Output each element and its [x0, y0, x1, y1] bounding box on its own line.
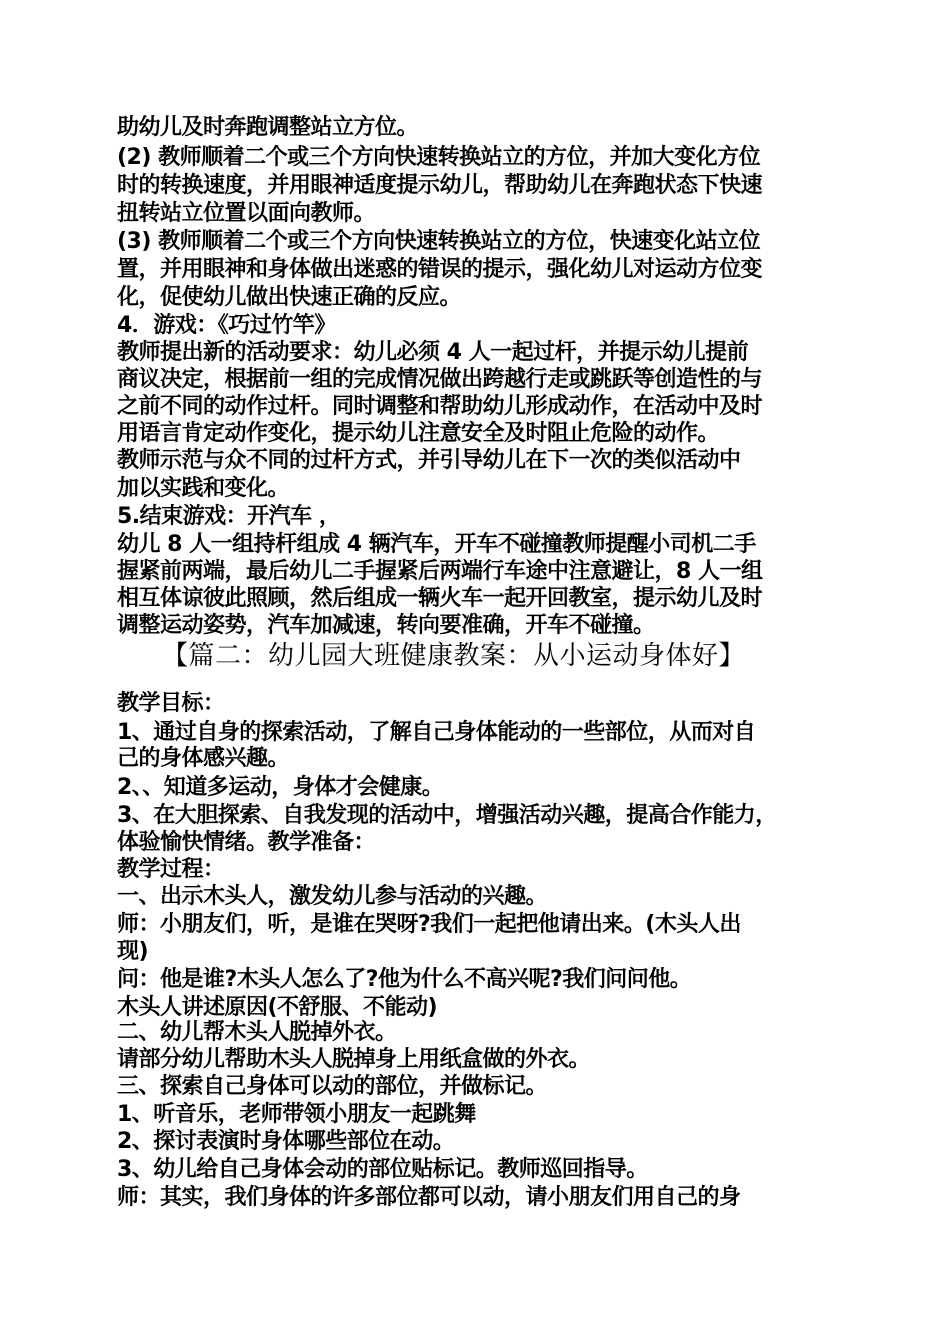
paragraph-line: 2、、知道多运动，身体才会健康。	[117, 775, 444, 800]
section-heading: 【篇二：幼儿园大班健康教案：从小运动身体好】	[162, 641, 746, 671]
paragraph-line: 3、在大胆探索、自我发现的活动中，增强活动兴趣，提高合作能力，	[117, 803, 777, 828]
paragraph-line: 时的转换速度，并用眼神适度提示幼儿，帮助幼儿在奔跑状态下快速	[117, 173, 763, 198]
paragraph-line: 之前不同的动作过杆。同时调整和帮助幼儿形成动作，在活动中及时	[117, 394, 763, 419]
paragraph-line: 调整运动姿势，汽车加减速，转向要准确，开车不碰撞。	[117, 613, 655, 638]
paragraph-line: 加以实践和变化。	[117, 476, 290, 501]
paragraph-line: 助幼儿及时奔跑调整站立方位。	[117, 115, 419, 140]
paragraph-line: 现)	[117, 939, 149, 964]
paragraph-line: 1、听音乐，老师带领小朋友一起跳舞	[117, 1102, 476, 1127]
paragraph-line: 幼儿 8 人一组持杆组成 4 辆汽车，开车不碰撞教师提醒小司机二手	[117, 532, 756, 557]
paragraph-line: 一、出示木头人，激发幼儿参与活动的兴趣。	[117, 884, 548, 909]
paragraph-line: 商议决定，根据前一组的完成情况做出跨越行走或跳跃等创造性的与	[117, 367, 763, 392]
paragraph-line: 三、探索自己身体可以动的部位，并做标记。	[117, 1074, 548, 1099]
paragraph-line: 教师提出新的活动要求：幼儿必须 4 人一起过杆，并提示幼儿提前	[117, 340, 749, 365]
paragraph-line: 教学目标：	[117, 691, 225, 716]
paragraph-line: 相互体谅彼此照顾，然后组成一辆火车一起开回教室，提示幼儿及时	[117, 586, 763, 611]
paragraph-line: 用语言肯定动作变化，提示幼儿注意安全及时阻止危险的动作。	[117, 421, 720, 446]
paragraph-line: 置，并用眼神和身体做出迷惑的错误的提示，强化幼儿对运动方位变	[117, 257, 763, 282]
paragraph-line: 握紧前两端，最后幼儿二手握紧后两端行车途中注意避让，8 人一组	[117, 559, 763, 584]
paragraph-line: 1、通过自身的探索活动，了解自己身体能动的一些部位，从而对自	[117, 720, 756, 745]
paragraph-line: 教师示范与众不同的过杆方式，并引导幼儿在下一次的类似活动中	[117, 448, 741, 473]
paragraph-line: 体验愉快情绪。教学准备：	[117, 830, 376, 855]
paragraph-line: 师：小朋友们，听，是谁在哭呀?我们一起把他请出来。(木头人出	[117, 912, 741, 937]
paragraph-line: 2、探讨表演时身体哪些部位在动。	[117, 1129, 455, 1154]
paragraph-line: 请部分幼儿帮助木头人脱掉身上用纸盒做的外衣。	[117, 1047, 591, 1072]
paragraph-line: 4．游戏：《巧过竹竿》	[117, 313, 336, 338]
paragraph-line: 5.结束游戏：开汽车 ，	[117, 504, 341, 529]
paragraph-line: 教学过程：	[117, 857, 225, 882]
paragraph-line: (3) 教师顺着二个或三个方向快速转换站立的方位，快速变化站立位	[117, 229, 761, 254]
paragraph-line: 3、幼儿给自己身体会动的部位贴标记。教师巡回指导。	[117, 1157, 648, 1182]
paragraph-line: 问：他是谁?木头人怎么了?他为什么不高兴呢?我们问问他。	[117, 967, 692, 992]
paragraph-line: 化，促使幼儿做出快速正确的反应。	[117, 285, 462, 310]
paragraph-line: 己的身体感兴趣。	[117, 746, 290, 771]
paragraph-line: 扭转站立位置以面向教师。	[117, 201, 376, 226]
paragraph-line: 二、幼儿帮木头人脱掉外衣。	[117, 1020, 397, 1045]
paragraph-line: 木头人讲述原因(不舒服、不能动)	[117, 995, 438, 1020]
paragraph-line: 师：其实，我们身体的许多部位都可以动，请小朋友们用自己的身	[117, 1185, 741, 1210]
paragraph-line: (2) 教师顺着二个或三个方向快速转换站立的方位，并加大变化方位	[117, 145, 761, 170]
